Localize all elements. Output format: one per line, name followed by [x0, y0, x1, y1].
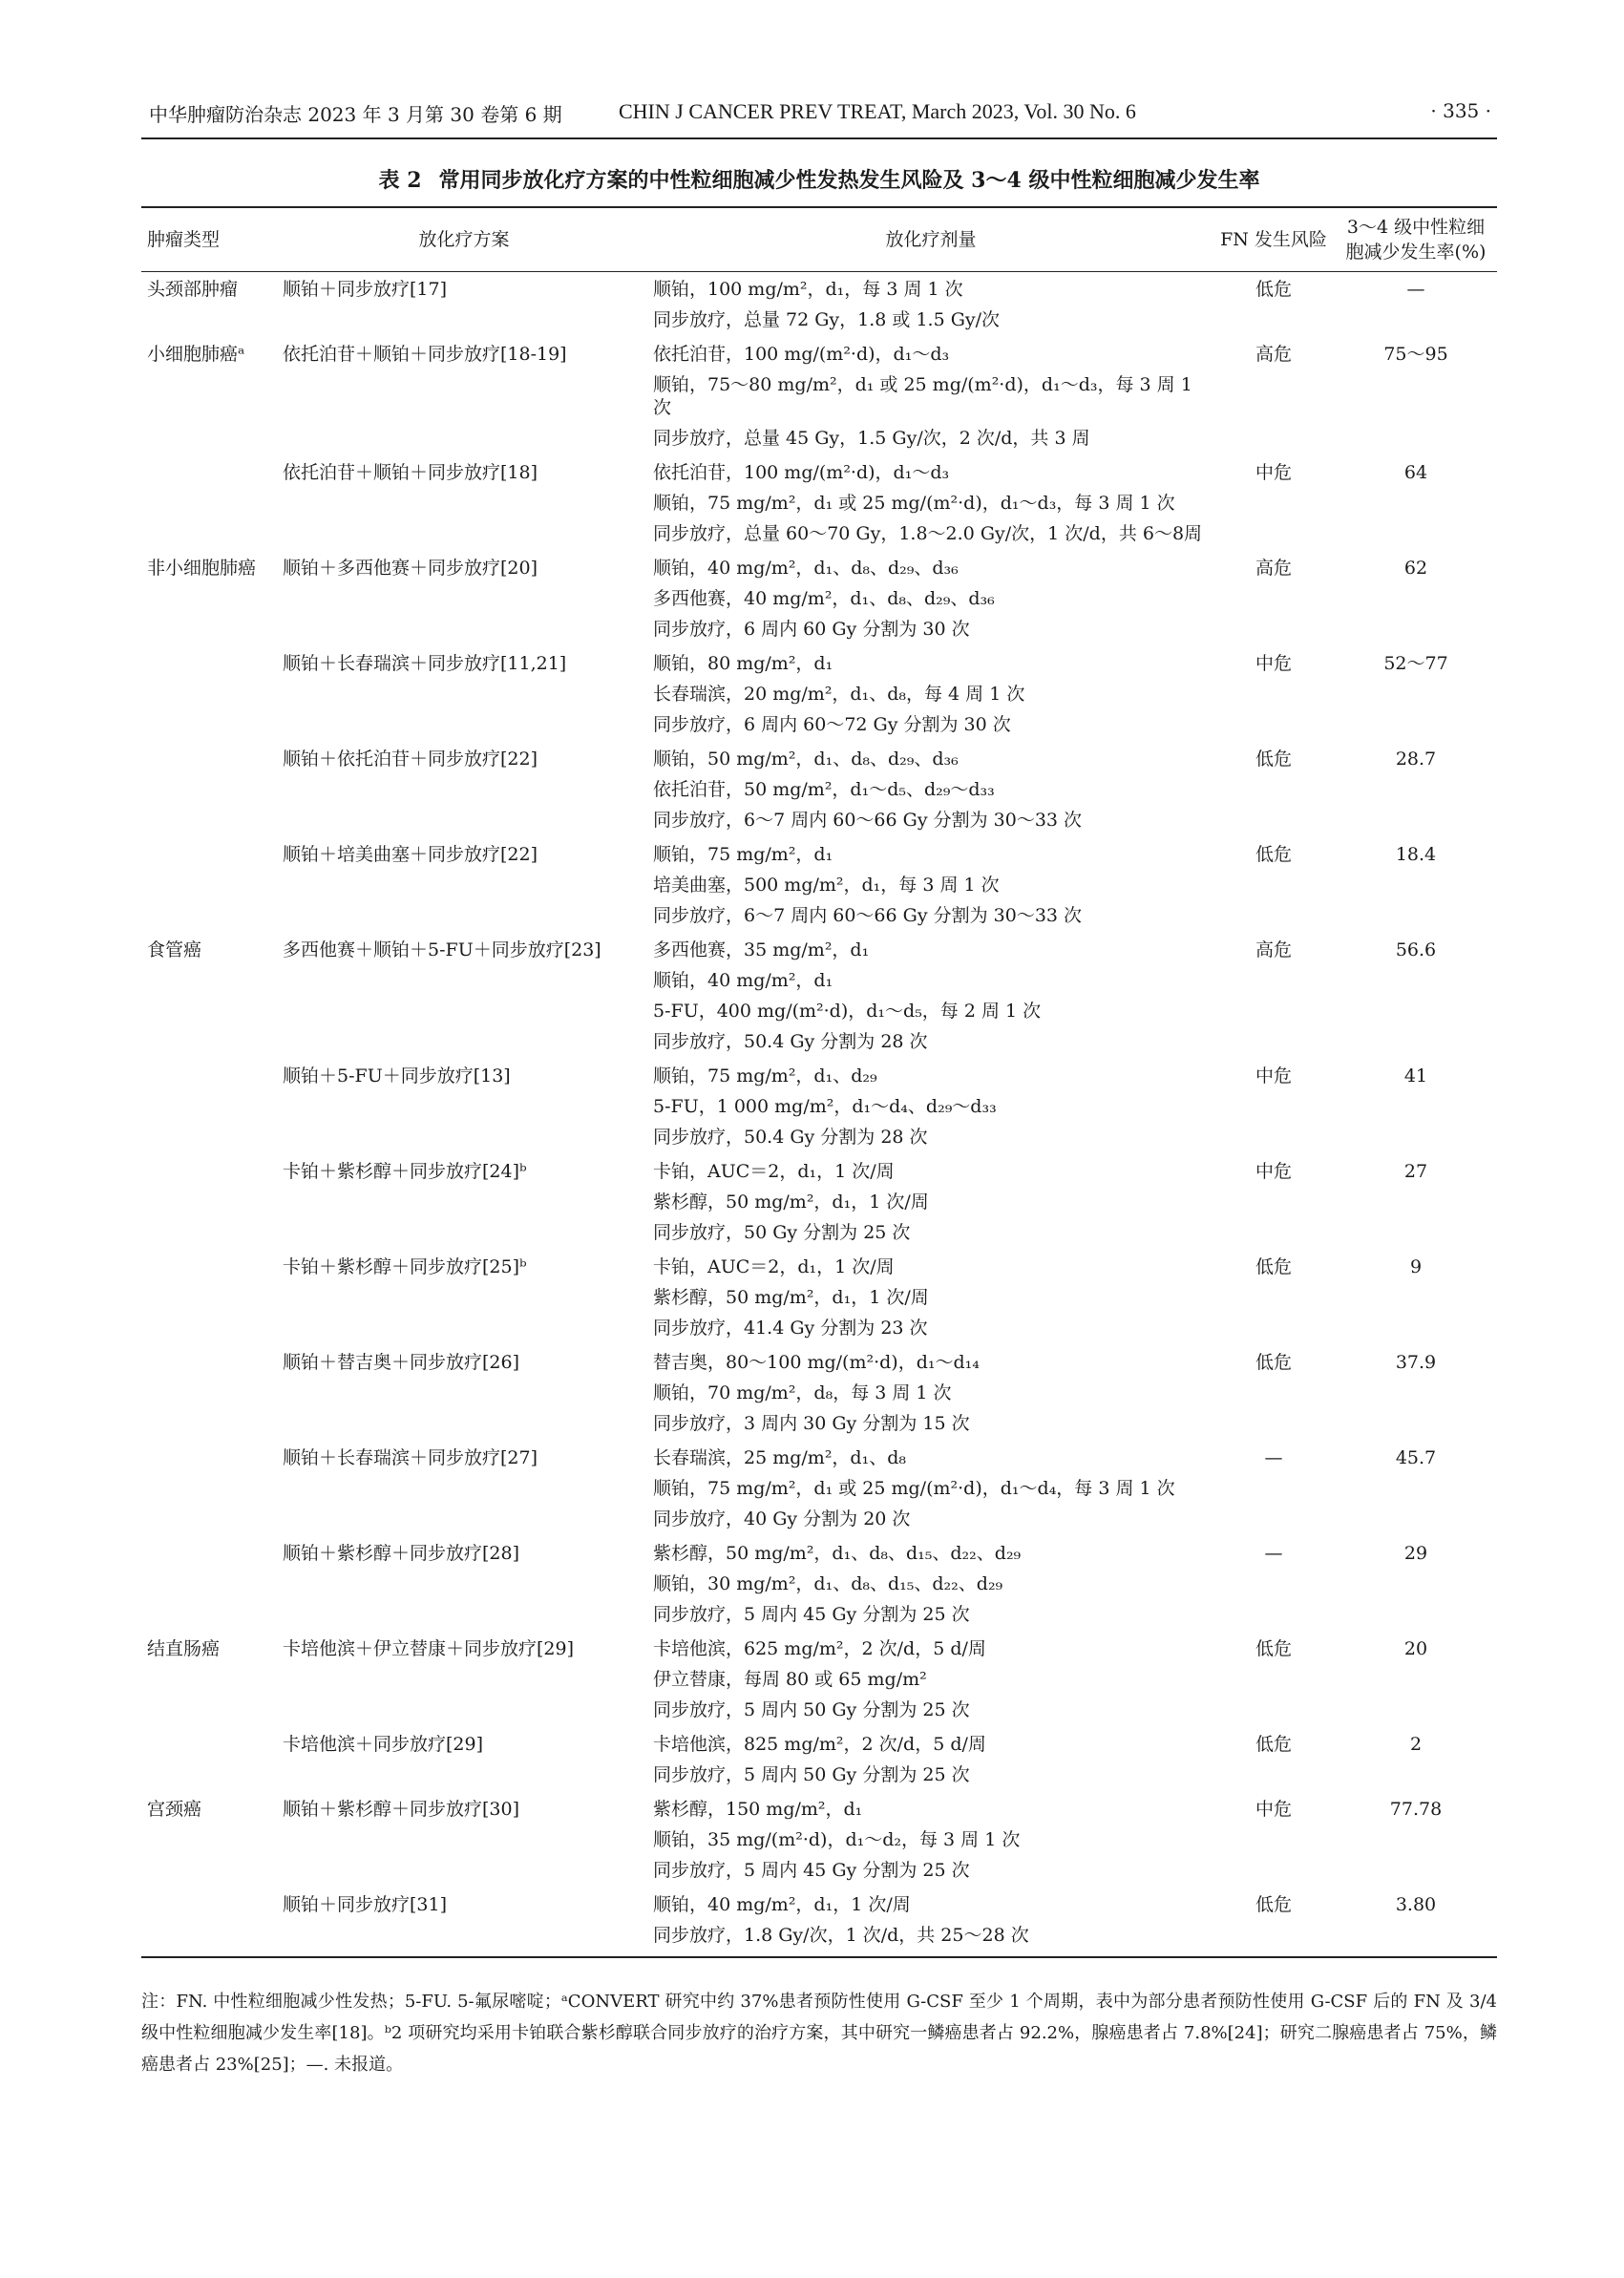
dose-line: 同步放疗，40 Gy 分割为 20 次 — [653, 1508, 911, 1529]
cell-regimen: 顺铂＋同步放疗[31] — [279, 1888, 649, 1957]
cell-fn-risk: 高危 — [1255, 344, 1292, 365]
cell-dose — [649, 1250, 1213, 1345]
dose-line: 培美曲塞，500 mg/m²，d₁，每 3 周 1 次 — [653, 875, 1000, 896]
dose-line: 同步放疗，50 Gy 分割为 25 次 — [653, 1222, 911, 1243]
dose-line: 顺铂，75 mg/m²，d₁ 或 25 mg/(m²·d)，d₁～d₄，每 3 周 1 次 — [653, 1478, 1175, 1499]
column-header-regimen: 放化疗方案 — [418, 229, 510, 250]
cell-regimen: 依托泊苷＋顺铂＋同步放疗[18] — [283, 462, 538, 483]
cell-cancer-type — [141, 1345, 279, 1441]
journal-title-en: CHIN J CANCER PREV TREAT, March 2023, Vol. 30 No. 6 — [619, 99, 1136, 123]
cell-cancer-type: 结直肠癌 — [147, 1638, 221, 1659]
dose-line: 同步放疗，50.4 Gy 分割为 28 次 — [653, 1127, 928, 1148]
cell-regimen: 顺铂＋多西他赛＋同步放疗[20] — [283, 558, 538, 579]
journal-title-cn: 中华肿瘤防治杂志 2023 年 3 月第 30 卷第 6 期 — [149, 103, 562, 126]
cell-dose — [649, 1059, 1213, 1154]
dose-line: 同步放疗，6 周内 60～72 Gy 分割为 30 次 — [653, 714, 1011, 735]
dose-line: 同步放疗，6 周内 60 Gy 分割为 30 次 — [653, 619, 970, 640]
cell-regimen: 依托泊苷＋顺铂＋同步放疗[18-19] — [283, 344, 567, 365]
cell-fn-risk: 低危 — [1213, 1888, 1335, 1957]
cell-regimen: 顺铂＋依托泊苷＋同步放疗[22] — [283, 749, 538, 770]
dose-line: 长春瑞滨，25 mg/m²，d₁、d₈ — [653, 1447, 906, 1468]
cell-neutropenia-rate: 75～95 — [1383, 344, 1448, 365]
table-footnote: 注：FN. 中性粒细胞减少性发热；5-FU. 5-氟尿嘧啶；ᵃCONVERT 研究中约 37%患者预防性使用 G-CSF 至少 1 个周期，表中为部分患者预防性使用 G-CSF 后的 FN 及 3/4 级中性粒细胞减少发生率[18]。ᵇ2 项研究均采用卡铂联合紫杉醇联合同步放疗的治疗方案，其中研究一鳞癌患者占 92.2%，腺癌患者占 7.8%[24]；研究二腺癌患者占 75%，鳞癌患者占 23%[25]；—. 未报道。 — [141, 1992, 1497, 2075]
cell-fn-risk: 中危 — [1255, 1161, 1292, 1182]
cell-dose — [649, 837, 1213, 933]
cell-fn-risk: — — [1264, 1447, 1283, 1468]
dose-line: 同步放疗，6～7 周内 60～66 Gy 分割为 30～33 次 — [653, 810, 1083, 831]
cell-cancer-type: 宫颈癌 — [147, 1799, 202, 1820]
dose-line: 同步放疗，41.4 Gy 分割为 23 次 — [653, 1318, 928, 1339]
cell-neutropenia-rate: 77.78 — [1389, 1799, 1443, 1820]
table-row — [141, 646, 1497, 742]
dose-line: 卡铂，AUC＝2，d₁，1 次/周 — [653, 1161, 895, 1182]
column-header-dose: 放化疗剂量 — [885, 229, 977, 250]
dose-line: 顺铂，30 mg/m²，d₁、d₈、d₁₅、d₂₂、d₂₉ — [653, 1573, 1003, 1594]
cell-neutropenia-rate: 52～77 — [1383, 653, 1448, 674]
cell-cancer-type — [141, 742, 279, 837]
table-row — [141, 1632, 1497, 1727]
cell-cancer-type — [141, 1154, 279, 1250]
cell-fn-risk: 高危 — [1255, 939, 1292, 960]
cell-dose — [649, 551, 1213, 646]
dose-line: 5-FU，1 000 mg/m²，d₁～d₄、d₂₉～d₃₃ — [653, 1096, 997, 1117]
dose-line: 顺铂，80 mg/m²，d₁ — [653, 653, 833, 674]
cell-regimen: 顺铂＋培美曲塞＋同步放疗[22] — [283, 844, 538, 865]
cell-neutropenia-rate: 2 — [1409, 1734, 1423, 1755]
dose-line: 顺铂，70 mg/m²，d₈，每 3 周 1 次 — [653, 1382, 952, 1403]
dose-line: 紫杉醇，150 mg/m²，d₁ — [653, 1799, 863, 1820]
dose-line: 依托泊苷，100 mg/(m²·d)，d₁～d₃ — [653, 344, 950, 365]
cell-neutropenia-rate: 41 — [1403, 1065, 1428, 1086]
dose-line: 同步放疗，总量 72 Gy，1.8 或 1.5 Gy/次 — [653, 309, 1001, 330]
column-header-cancer: 肿瘤类型 — [147, 229, 221, 250]
column-header-neutropenia-rate: 3～4 级中性粒细胞减少发生率(%) — [1345, 217, 1487, 263]
cell-regimen: 顺铂＋紫杉醇＋同步放疗[28] — [283, 1543, 520, 1564]
table-row — [141, 1250, 1497, 1345]
cell-cancer-type — [141, 1727, 279, 1792]
table-row — [141, 1059, 1497, 1154]
cell-dose — [649, 455, 1213, 551]
cell-cancer-type — [141, 1059, 279, 1154]
cell-dose — [649, 272, 1213, 338]
cell-regimen: 顺铂＋5-FU＋同步放疗[13] — [283, 1065, 511, 1086]
table-header-row — [141, 207, 1497, 272]
cell-dose — [649, 1154, 1213, 1250]
cell-dose — [649, 1345, 1213, 1441]
cell-neutropenia-rate: 62 — [1403, 558, 1428, 579]
cell-cancer-type — [141, 1441, 279, 1536]
dose-line: 同步放疗，5 周内 50 Gy 分割为 25 次 — [653, 1764, 970, 1785]
table-row — [141, 551, 1497, 646]
table-row — [141, 1345, 1497, 1441]
dose-line: 顺铂，75～80 mg/m²，d₁ 或 25 mg/(m²·d)，d₁～d₃，每 3 周 1 次 — [653, 374, 1192, 418]
dose-line: 顺铂，40 mg/m²，d₁，1 次/周 — [653, 1894, 911, 1915]
cell-neutropenia-rate: 18.4 — [1395, 844, 1437, 865]
cell-fn-risk: 高危 — [1255, 558, 1292, 579]
cell-dose — [649, 1792, 1213, 1888]
table-row — [141, 1792, 1497, 1888]
cell-fn-risk: 低危 — [1255, 749, 1292, 770]
cell-regimen: 卡铂＋紫杉醇＋同步放疗[24]ᵇ — [283, 1161, 527, 1182]
dose-line: 同步放疗，5 周内 45 Gy 分割为 25 次 — [653, 1860, 970, 1881]
cell-regimen: 顺铂＋长春瑞滨＋同步放疗[27] — [283, 1447, 538, 1468]
cell-neutropenia-rate: 37.9 — [1395, 1352, 1437, 1373]
cell-fn-risk: 中危 — [1255, 462, 1292, 483]
cell-regimen: 卡培他滨＋同步放疗[29] — [283, 1734, 484, 1755]
table-row — [141, 933, 1497, 1059]
cell-regimen: 多西他赛＋顺铂＋5-FU＋同步放疗[23] — [283, 939, 601, 960]
cell-cancer-type: 小细胞肺癌ᵃ — [147, 344, 245, 365]
cell-neutropenia-rate: 64 — [1403, 462, 1428, 483]
cell-dose — [649, 1727, 1213, 1792]
dose-line: 顺铂，35 mg/(m²·d)，d₁～d₂，每 3 周 1 次 — [653, 1829, 1021, 1850]
cell-neutropenia-rate: 27 — [1403, 1161, 1428, 1182]
dose-line: 5-FU，400 mg/(m²·d)，d₁～d₅，每 2 周 1 次 — [653, 1001, 1042, 1022]
table-row — [141, 1441, 1497, 1536]
dose-line: 同步放疗，1.8 Gy/次，1 次/d，共 25～28 次 — [653, 1925, 1029, 1946]
table-row — [141, 1888, 1497, 1957]
dose-line: 多西他赛，35 mg/m²，d₁ — [653, 939, 870, 960]
table-title: 常用同步放化疗方案的中性粒细胞减少性发热发生风险及 3～4 级中性粒细胞减少发生率 — [438, 168, 1260, 193]
page-header — [141, 95, 1497, 139]
dose-line: 同步放疗，总量 45 Gy，1.5 Gy/次，2 次/d，共 3 周 — [653, 428, 1090, 449]
cell-cancer-type — [141, 455, 279, 551]
dose-line: 卡培他滨，625 mg/m²，2 次/d，5 d/周 — [653, 1638, 986, 1659]
cell-neutropenia-rate: 20 — [1403, 1638, 1428, 1659]
cell-neutropenia-rate: 45.7 — [1395, 1447, 1437, 1468]
cell-fn-risk: — — [1264, 1543, 1283, 1564]
table-row — [141, 837, 1497, 933]
regimen-table — [141, 206, 1497, 1958]
cell-fn-risk: 中危 — [1255, 1065, 1292, 1086]
column-header-fn-risk: FN 发生风险 — [1220, 229, 1327, 250]
dose-line: 多西他赛，40 mg/m²，d₁、d₈、d₂₉、d₃₆ — [653, 588, 995, 609]
cell-fn-risk: 低危 — [1255, 1734, 1292, 1755]
cell-dose — [649, 933, 1213, 1059]
cell-cancer-type: 头颈部肿瘤 — [147, 279, 239, 300]
cell-fn-risk: 中危 — [1255, 653, 1292, 674]
dose-line: 同步放疗，50.4 Gy 分割为 28 次 — [653, 1031, 928, 1052]
table-row — [141, 455, 1497, 551]
cell-fn-risk: 低危 — [1255, 1256, 1292, 1277]
dose-line: 紫杉醇，50 mg/m²，d₁，1 次/周 — [653, 1192, 929, 1213]
dose-line: 同步放疗，总量 60～70 Gy，1.8～2.0 Gy/次，1 次/d，共 6～8周 — [653, 523, 1203, 544]
cell-neutropenia-rate: 9 — [1409, 1256, 1423, 1277]
cell-dose — [649, 1441, 1213, 1536]
cell-cancer-type — [141, 1536, 279, 1632]
cell-dose — [649, 1888, 1213, 1957]
dose-line: 顺铂，40 mg/m²，d₁、d₈、d₂₉、d₃₆ — [653, 558, 959, 579]
cell-regimen: 顺铂＋同步放疗[17] — [283, 279, 448, 300]
cell-dose — [649, 1536, 1213, 1632]
cell-fn-risk: 低危 — [1255, 844, 1292, 865]
cell-cancer-type — [141, 1888, 279, 1957]
cell-regimen: 顺铂＋替吉奥＋同步放疗[26] — [283, 1352, 520, 1373]
cell-cancer-type: 食管癌 — [147, 939, 202, 960]
dose-line: 顺铂，50 mg/m²，d₁、d₈、d₂₉、d₃₆ — [653, 749, 959, 770]
cell-fn-risk: 中危 — [1255, 1799, 1292, 1820]
cell-neutropenia-rate: 3.80 — [1335, 1888, 1497, 1957]
cell-fn-risk: 低危 — [1255, 279, 1292, 300]
cell-fn-risk: 低危 — [1255, 1638, 1292, 1659]
table-caption — [141, 164, 1497, 194]
dose-line: 顺铂，75 mg/m²，d₁ — [653, 844, 833, 865]
cell-regimen: 卡铂＋紫杉醇＋同步放疗[25]ᵇ — [283, 1256, 527, 1277]
dose-line: 顺铂，40 mg/m²，d₁ — [653, 970, 833, 991]
dose-line: 同步放疗，5 周内 50 Gy 分割为 25 次 — [653, 1699, 970, 1720]
dose-line: 同步放疗，5 周内 45 Gy 分割为 25 次 — [653, 1604, 970, 1625]
cell-fn-risk: 低危 — [1255, 1352, 1292, 1373]
dose-line: 顺铂，100 mg/m²，d₁，每 3 周 1 次 — [653, 279, 963, 300]
cell-dose — [649, 337, 1213, 455]
dose-line: 顺铂，75 mg/m²，d₁ 或 25 mg/(m²·d)，d₁～d₃，每 3 周 1 次 — [653, 493, 1175, 514]
table-row — [141, 1727, 1497, 1792]
dose-line: 卡铂，AUC＝2，d₁，1 次/周 — [653, 1256, 895, 1277]
dose-line: 紫杉醇，50 mg/m²，d₁、d₈、d₁₅、d₂₂、d₂₉ — [653, 1543, 1022, 1564]
cell-cancer-type: 非小细胞肺癌 — [147, 558, 257, 579]
dose-line: 依托泊苷，50 mg/m²，d₁～d₅、d₂₉～d₃₃ — [653, 779, 995, 800]
page-number: · 335 · — [1430, 99, 1491, 122]
dose-line: 同步放疗，3 周内 30 Gy 分割为 15 次 — [653, 1413, 970, 1434]
dose-line: 依托泊苷，100 mg/(m²·d)，d₁～d₃ — [653, 462, 950, 483]
cell-regimen: 顺铂＋紫杉醇＋同步放疗[30] — [283, 1799, 520, 1820]
cell-regimen: 卡培他滨＋伊立替康＋同步放疗[29] — [283, 1638, 575, 1659]
dose-line: 顺铂，75 mg/m²，d₁、d₂₉ — [653, 1065, 877, 1086]
dose-line: 替吉奥，80～100 mg/(m²·d)，d₁～d₁₄ — [653, 1352, 980, 1373]
cell-dose — [649, 646, 1213, 742]
dose-line: 卡培他滨，825 mg/m²，2 次/d，5 d/周 — [653, 1734, 986, 1755]
cell-neutropenia-rate: 29 — [1403, 1543, 1428, 1564]
table-label: 表 2 — [378, 168, 422, 193]
table-row — [141, 337, 1497, 455]
dose-line: 紫杉醇，50 mg/m²，d₁，1 次/周 — [653, 1287, 929, 1308]
cell-dose — [649, 1632, 1213, 1727]
dose-line: 伊立替康，每周 80 或 65 mg/m² — [653, 1669, 927, 1690]
cell-neutropenia-rate: 28.7 — [1395, 749, 1437, 770]
table-row — [141, 1154, 1497, 1250]
dose-line: 长春瑞滨，20 mg/m²，d₁、d₈，每 4 周 1 次 — [653, 684, 1025, 705]
table-row — [141, 1536, 1497, 1632]
cell-dose — [649, 742, 1213, 837]
cell-cancer-type — [141, 1250, 279, 1345]
table-row — [141, 272, 1497, 338]
cell-regimen: 顺铂＋长春瑞滨＋同步放疗[11,21] — [283, 653, 567, 674]
cell-neutropenia-rate: 56.6 — [1395, 939, 1437, 960]
dose-line: 同步放疗，6～7 周内 60～66 Gy 分割为 30～33 次 — [653, 905, 1083, 926]
table-row — [141, 742, 1497, 837]
cell-neutropenia-rate: — — [1406, 279, 1425, 300]
cell-cancer-type — [141, 646, 279, 742]
cell-cancer-type — [141, 837, 279, 933]
